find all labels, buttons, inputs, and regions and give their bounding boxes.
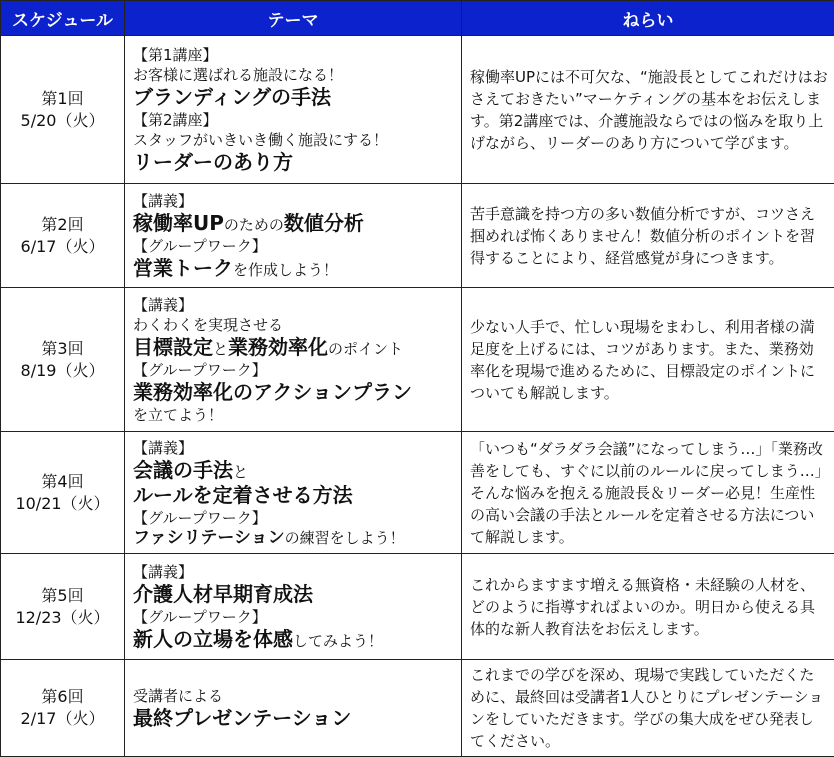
theme-cell xyxy=(125,660,462,757)
theme-subtitle: お客様に選ばれる施設になる！ xyxy=(133,65,455,85)
theme-title-part: ファシリテーション xyxy=(133,528,285,548)
theme-tag: 【講義】 xyxy=(133,562,455,582)
table-row xyxy=(1,554,834,660)
theme-title-part: 業務効率化 xyxy=(228,335,328,359)
theme-tag: 【講義】 xyxy=(133,191,455,211)
theme-title: ブランディングの手法 xyxy=(133,85,455,110)
theme-cell xyxy=(125,36,462,184)
theme-title-part: 新人の立場を体感 xyxy=(133,627,293,651)
header-aim: ねらい xyxy=(462,1,834,36)
session-date: 2/17（火） xyxy=(1,708,124,730)
theme-title: 介護人材早期育成法 xyxy=(133,582,455,607)
theme-tag: 【講義】 xyxy=(133,438,455,458)
aim-cell: 稼働率UPには不可欠な、“施設長としてこれだけはおさえておきたい”マーケティングの基本をお伝えします。第2講座では、介護施設ならではの悩みを取り上げながら、リーダーのあり方について学びます。 xyxy=(462,36,834,184)
theme-tag: 【グループワーク】 xyxy=(133,236,455,256)
session-number: 第4回 xyxy=(1,471,124,493)
theme-tag: 【グループワーク】 xyxy=(133,360,455,380)
theme-cell xyxy=(125,288,462,432)
session-number: 第3回 xyxy=(1,338,124,360)
theme-tag: 【第1講座】 xyxy=(133,45,455,65)
theme-title-part: 数値分析 xyxy=(284,211,364,235)
theme-title-part: 会議の手法 xyxy=(133,458,233,482)
session-number: 第6回 xyxy=(1,686,124,708)
theme-subtitle: を立てよう！ xyxy=(133,405,455,425)
aim-cell: 苦手意識を持つ方の多い数値分析ですが、コツさえ掴めれば怖くありません！数値分析のポイントを習得することにより、経営感覚が身につきます。 xyxy=(462,184,834,288)
session-number: 第5回 xyxy=(1,585,124,607)
schedule-cell xyxy=(1,36,125,184)
table-row xyxy=(1,432,834,554)
session-number: 第2回 xyxy=(1,214,124,236)
theme-tag: 【グループワーク】 xyxy=(133,508,455,528)
theme-connector: してみよう！ xyxy=(293,632,383,650)
theme-cell xyxy=(125,184,462,288)
schedule-cell xyxy=(1,554,125,660)
theme-title-part: 営業トーク xyxy=(133,256,233,280)
header-schedule: スケジュール xyxy=(1,1,125,36)
theme-title: 最終プレゼンテーション xyxy=(133,706,455,731)
header-theme: テーマ xyxy=(125,1,462,36)
theme-title: ルールを定着させる方法 xyxy=(133,483,455,508)
theme-subtitle: スタッフがいきいき働く施設にする！ xyxy=(133,130,455,150)
schedule-cell xyxy=(1,660,125,757)
table-row xyxy=(1,288,834,432)
schedule-cell xyxy=(1,288,125,432)
schedule-cell xyxy=(1,432,125,554)
theme-title: リーダーのあり方 xyxy=(133,150,455,175)
theme-connector: のための xyxy=(224,216,284,234)
theme-connector: を作成しよう！ xyxy=(233,261,338,279)
theme-subtitle: 受講者による xyxy=(133,686,455,706)
session-date: 6/17（火） xyxy=(1,236,124,258)
table-row xyxy=(1,36,834,184)
theme-connector: のポイント xyxy=(328,340,403,358)
aim-cell: 「いつも“ダラダラ会議”になってしまう…」「業務改善をしても、すぐに以前のルールに戻ってしまう…」そんな悩みを抱える施設長＆リーダー必見！生産性の高い会議の手法とルールを定着させる方法について解説します。 xyxy=(462,432,834,554)
table-row xyxy=(1,184,834,288)
theme-tag: 【講義】 xyxy=(133,295,455,315)
theme-title: 業務効率化のアクションプラン xyxy=(133,380,455,405)
theme-subtitle: わくわくを実現させる xyxy=(133,315,455,335)
aim-cell: これまでの学びを深め、現場で実践していただくために、最終回は受講者1人ひとりにプレゼンテーションをしていただきます。学びの集大成をぜひ発表してください。 xyxy=(462,660,834,757)
theme-tag: 【グループワーク】 xyxy=(133,607,455,627)
theme-connector: の練習をしよう！ xyxy=(285,529,405,547)
session-date: 8/19（火） xyxy=(1,360,124,382)
theme-cell xyxy=(125,432,462,554)
session-date: 10/21（火） xyxy=(1,493,124,515)
aim-cell: これからますます増える無資格・未経験の人材を、どのように指導すればよいのか。明日から使える具体的な新人教育法をお伝えします。 xyxy=(462,554,834,660)
theme-title-part: 稼働率UP xyxy=(133,211,224,235)
theme-tag: 【第2講座】 xyxy=(133,110,455,130)
aim-cell: 少ない人手で、忙しい現場をまわし、利用者様の満足度を上げるには、コツがあります。また、業務効率化を現場で進めるために、目標設定のポイントについても解説します。 xyxy=(462,288,834,432)
theme-title-part: 目標設定 xyxy=(133,335,213,359)
session-number: 第1回 xyxy=(1,88,124,110)
table-row xyxy=(1,660,834,757)
theme-cell xyxy=(125,554,462,660)
schedule-cell xyxy=(1,184,125,288)
theme-connector: と xyxy=(213,340,228,358)
theme-connector: と xyxy=(233,463,248,481)
session-date: 5/20（火） xyxy=(1,110,124,132)
header-row xyxy=(1,1,834,36)
session-date: 12/23（火） xyxy=(1,607,124,629)
